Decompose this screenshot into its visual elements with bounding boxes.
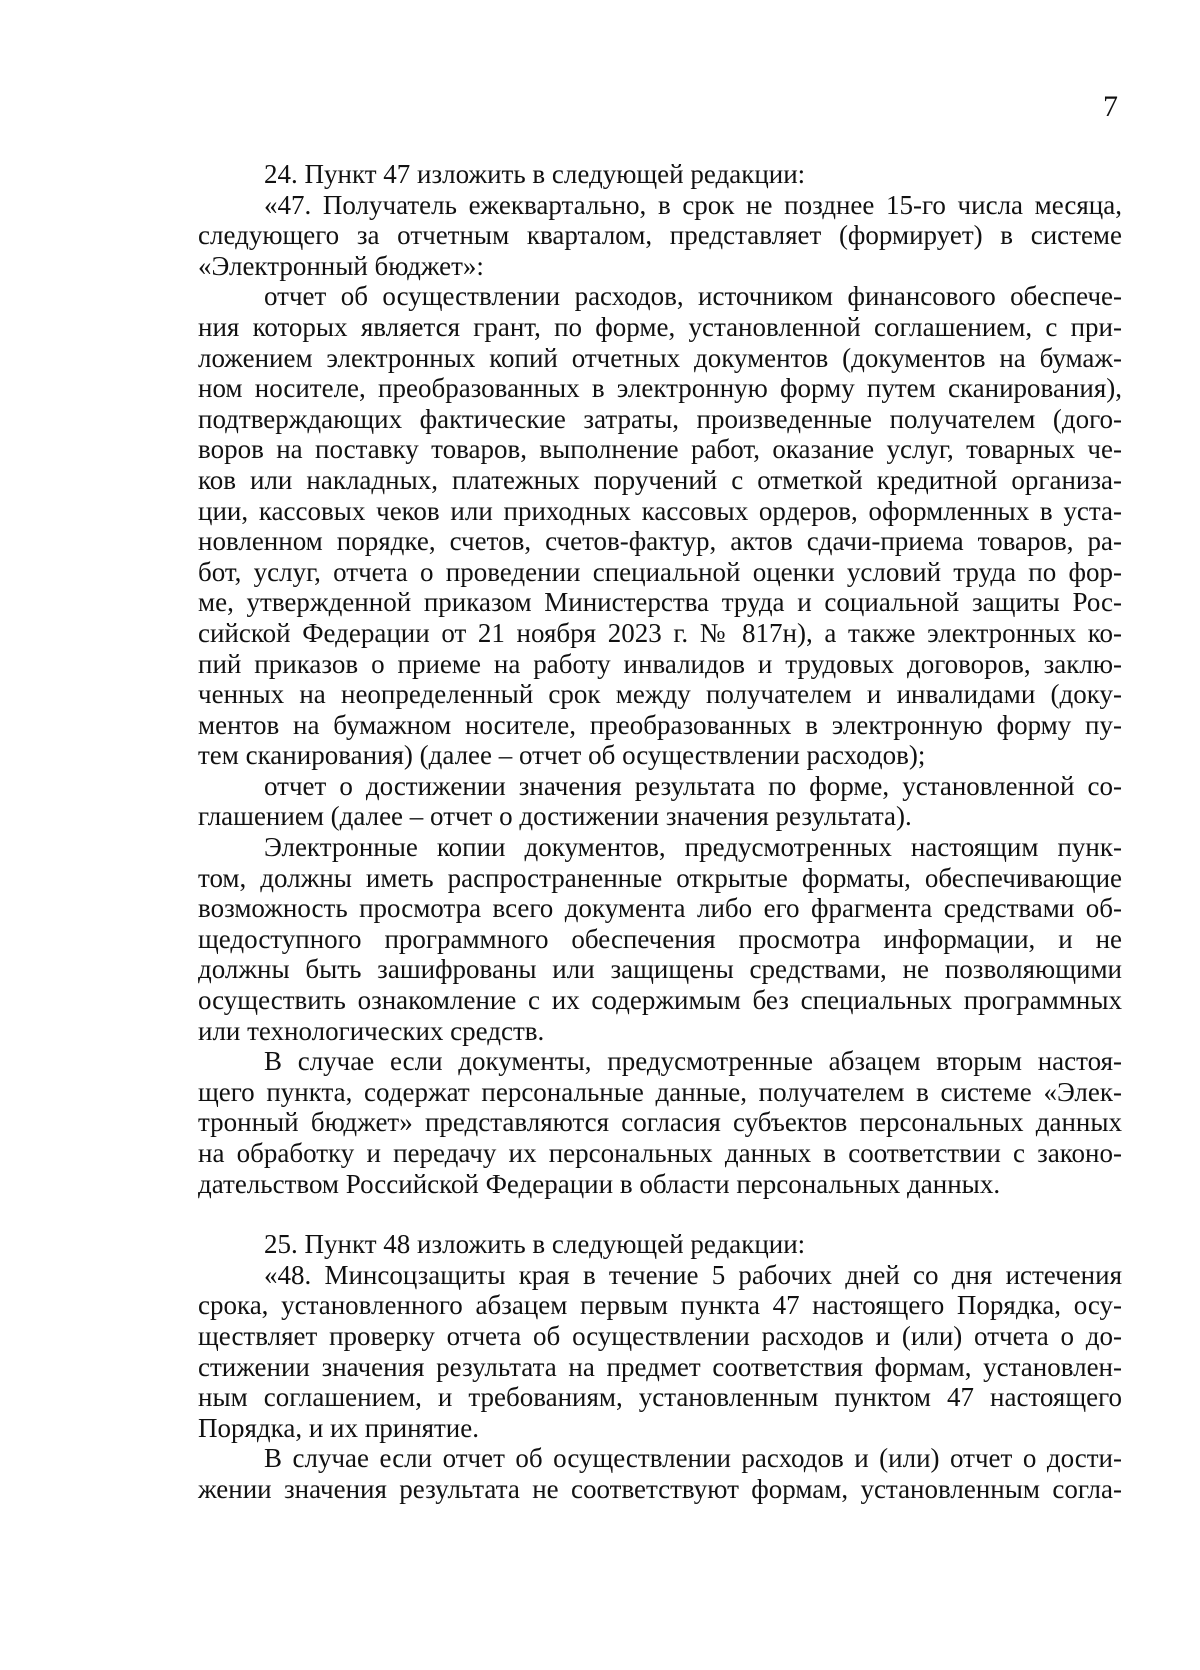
text-line: пий приказов о приеме на работу инвалидов и трудовых договоров, заклю- [198, 648, 1122, 679]
paragraph [198, 1046, 1122, 1199]
text-line: следующего за отчетным кварталом, представляет (формирует) в системе [198, 220, 1122, 251]
text-line: щего пункта, содержат персональные данные, получателем в системе «Элек- [198, 1076, 1122, 1107]
text-line: ментов на бумажном носителе, преобразованных в электронную форму пу- [198, 709, 1122, 740]
text-line: ков или накладных, платежных поручений с отметкой кредитной организа- [198, 464, 1122, 495]
document-body [198, 159, 1122, 1505]
text-line: бот, услуг, отчета о проведении специальной оценки условий труда по фор- [198, 556, 1122, 587]
text-line: глашением (далее – отчет о достижении значения результата). [198, 801, 912, 832]
text-line: жении значения результата не соответствуют формам, установленным согла- [198, 1473, 1122, 1504]
text-line: дательством Российской Федерации в области персональных данных. [198, 1168, 1001, 1199]
text-line: ния которых является грант, по форме, установленной соглашением, с при- [198, 311, 1122, 342]
text-line: подтверждающих фактические затраты, произведенные получателем (дого- [198, 403, 1122, 434]
paragraph [198, 190, 1122, 282]
text-line: должны быть зашифрованы или защищены средствами, не позволяющими [198, 954, 1122, 985]
text-line: тронный бюджет» представляются согласия субъектов персональных данных [198, 1107, 1122, 1138]
text-line: Порядка, и их принятие. [198, 1412, 479, 1443]
text-line: ции, кассовых чеков или приходных кассовых ордеров, оформленных в уста- [198, 495, 1122, 526]
text-line: «47. Получатель ежеквартально, в срок не позднее 15-го числа месяца, [264, 189, 1122, 220]
text-line: «Электронный бюджет»: [198, 250, 484, 281]
paragraph [198, 281, 1122, 771]
paragraph [198, 1260, 1122, 1444]
paragraph [198, 1229, 1122, 1260]
text-line: отчет о достижении значения результата по форме, установленной со- [264, 770, 1122, 801]
paragraph [198, 832, 1122, 1046]
paragraph [198, 771, 1122, 832]
text-line: Электронные копии документов, предусмотренных настоящим пунк- [264, 832, 1122, 863]
text-line: стижении значения результата на предмет соответствия формам, установлен- [198, 1351, 1122, 1382]
text-line: на обработку и передачу их персональных данных в соответствии с законо- [198, 1138, 1122, 1168]
text-line: ществляет проверку отчета об осуществлении расходов и (или) отчета о до- [198, 1320, 1122, 1351]
text-line: осуществить ознакомление с их содержимым без специальных программных [198, 985, 1122, 1016]
paragraph-gap [198, 1199, 1122, 1229]
text-line: 25. Пункт 48 изложить в следующей редакции: [264, 1229, 806, 1260]
text-line: 24. Пункт 47 изложить в следующей редакции: [264, 159, 806, 189]
text-line: новленном порядке, счетов, счетов-фактур, актов сдачи-приема товаров, ра- [198, 526, 1122, 557]
text-line: ном носителе, преобразованных в электронную форму путем сканирования), [198, 373, 1122, 404]
paragraph [198, 159, 1122, 190]
text-line: том, должны иметь распространенные открытые форматы, обеспечивающие [198, 862, 1122, 893]
text-line: щедоступного программного обеспечения просмотра информации, и не [198, 923, 1122, 954]
text-line: В случае если отчет об осуществлении расходов и (или) отчет о дости- [264, 1443, 1122, 1474]
text-line: возможность просмотра всего документа либо его фрагмента средствами об- [198, 893, 1122, 924]
text-line: ме, утвержденной приказом Министерства труда и социальной защиты Рос- [198, 587, 1122, 618]
text-line: ложением электронных копий отчетных документов (документов на бумаж- [198, 342, 1122, 373]
text-line: ченных на неопределенный срок между получателем и инвалидами (доку- [198, 679, 1122, 710]
text-line: или технологических средств. [198, 1015, 545, 1046]
text-line: «48. Минсоцзащиты края в течение 5 рабочих дней со дня истечения [264, 1259, 1122, 1290]
text-line: В случае если документы, предусмотренные абзацем вторым настоя- [264, 1046, 1122, 1077]
page-number: 7 [1103, 90, 1118, 123]
text-line: воров на поставку товаров, выполнение работ, оказание услуг, товарных че- [198, 434, 1122, 465]
text-line: тем сканирования) (далее – отчет об осуществлении расходов); [198, 740, 926, 771]
text-line: ным соглашением, и требованиям, установленным пунктом 47 настоящего [198, 1382, 1122, 1413]
text-line: срока, установленного абзацем первым пункта 47 настоящего Порядка, осу- [198, 1290, 1122, 1321]
text-line: отчет об осуществлении расходов, источником финансового обеспече- [264, 281, 1122, 312]
text-line: сийской Федерации от 21 ноября 2023 г. № 817н), а также электронных ко- [198, 617, 1122, 648]
paragraph [198, 1443, 1122, 1504]
